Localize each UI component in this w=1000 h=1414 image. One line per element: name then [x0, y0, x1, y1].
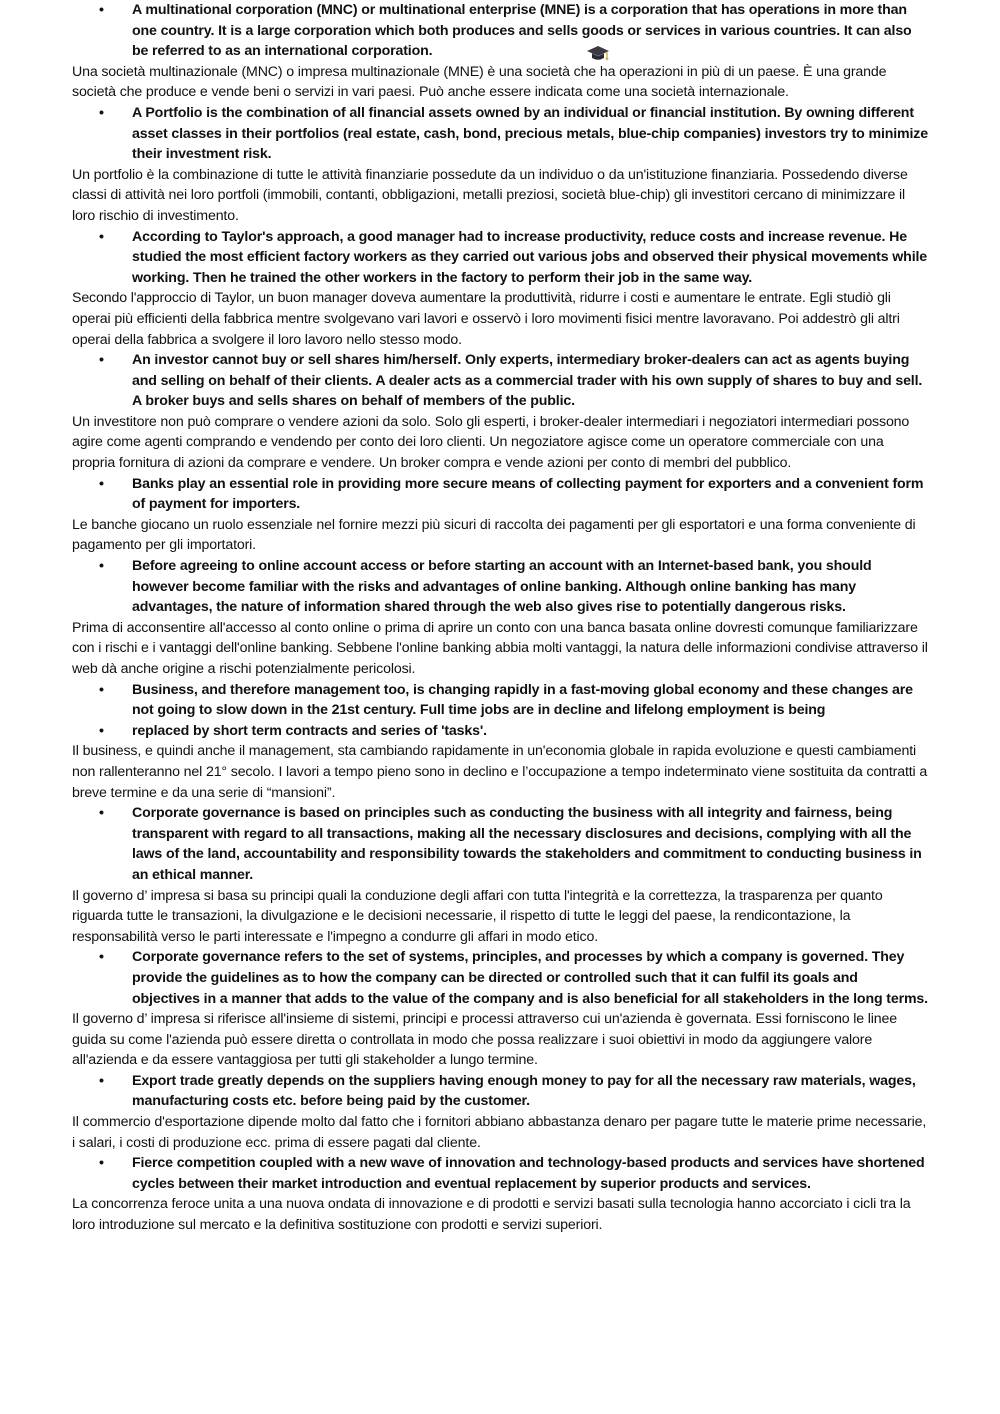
- bullet: •: [99, 805, 104, 822]
- italian-paragraph: La concorrenza feroce unita a una nuova ondata di innovazione e di prodotti e servizi basati sulla tecnologia hanno accorciato i cicli tra la loro introduzione sul mercato e la definitiva sostituzione con prodotti e servizi superiori.: [72, 1196, 911, 1234]
- bullet: •: [99, 949, 104, 966]
- english-text: According to Taylor's approach, a good manager had to increase productivity, reduce costs and increase revenue. He studied the most efficient factory workers as they carried out various jobs and observed their physical movements while working. Then he trained the other workers in the factory to perform their job in the same way.: [132, 228, 928, 286]
- italian-paragraph: Prima di acconsentire all'accesso al conto online o prima di aprire un conto con una banca basata online dovresti comunque familiarizzare con i rischi e i vantaggi dell'online banking. Sebbene l'online banking abbia molti vantaggi, la natura delle informazioni condivise attraverso il web dà anche origine a rischi potenzialmente pericolosi.: [72, 619, 928, 677]
- bullet: •: [99, 104, 104, 121]
- entry-10: [72, 1071, 928, 1153]
- english-paragraph: [72, 680, 928, 721]
- italian-paragraph: Secondo l'approccio di Taylor, un buon manager doveva aumentare la produttività, ridurre i costi e aumentare le entrate. Egli studiò gli operai più efficienti della fabbrica mentre svolgevano vari lavori e osservò i loro movimenti fisici mentre lavoravano. Poi addestrò gli altri operai della fabbrica a svolgere il loro lavoro nello stesso modo.: [72, 290, 900, 348]
- entry-5: [72, 474, 928, 556]
- english-paragraph: [72, 350, 928, 412]
- entry-8: [72, 803, 928, 947]
- english-paragraph: [72, 947, 928, 1009]
- entry-1: [72, 0, 928, 103]
- bullet: •: [99, 722, 104, 739]
- bullet: •: [99, 2, 104, 18]
- english-paragraph: [72, 474, 928, 515]
- english-text: Corporate governance is based on principles such as conducting the business with all integrity and fairness, being transparent with regard to all transactions, making all the necessary disclosures and decisions, complying with all the laws of the land, accountability and responsibility towards the stakeholders and commitment to conducting business in an ethical manner.: [132, 805, 922, 883]
- italian-paragraph: Il commercio d'esportazione dipende molto dal fatto che i fornitori abbiano abbastanza denaro per pagare tutte le materie prime necessarie, i salari, i costi di produzione ecc. prima di essere pagati dal cliente.: [72, 1114, 927, 1151]
- english-text: An investor cannot buy or sell shares him/herself. Only experts, intermediary broker-dealers can act as agents buying and selling on behalf of their clients. A dealer acts as a commercial trader with his own supply of shares to buy and sell. A broker buys and sells shares on behalf of members of the public.: [132, 352, 923, 410]
- entry-2: [72, 103, 928, 227]
- entry-3: [72, 227, 928, 351]
- italian-paragraph: Le banche giocano un ruolo essenziale nel fornire mezzi più sicuri di raccolta dei pagamenti per gli esportatori e una forma conveniente di pagamento per gli importatori.: [72, 516, 916, 554]
- italian-paragraph: Il governo d’ impresa si riferisce all'insieme di sistemi, principi e processi attraverso cui un'azienda è governata. Essi forniscono le linee guida su come l'azienda può essere diretta o controllata in modo che possa realizzare i suoi obiettivi in modo da aggiungere valore all'azienda e da essere vantaggiosa per tutti gli stakeholder a lungo termine.: [72, 1011, 897, 1069]
- english-paragraph: [72, 0, 928, 62]
- entry-9: [72, 947, 928, 1071]
- english-text: Before agreeing to online account access or before starting an account with an Internet-based bank, you should however become familiar with the risks and advantages of online banking. Although online banking has many advantages, the nature of information shared through the web also gives rise to potentially dangerous risks.: [132, 558, 872, 616]
- bullet: •: [99, 558, 104, 575]
- entry-6: [72, 556, 928, 680]
- english-paragraph: [72, 803, 928, 885]
- english-paragraph: [72, 103, 928, 165]
- english-text: A Portfolio is the combination of all financial assets owned by an individual or financial institution. By owning different asset classes in their portfolios (real estate, cash, bond, precious metals, blue-chip companies) investors try to minimize their investment risk.: [132, 104, 928, 163]
- english-paragraph: [72, 556, 928, 618]
- bullet: •: [99, 1072, 104, 1089]
- bullet: •: [99, 1155, 104, 1172]
- english-paragraph: [72, 227, 928, 289]
- italian-paragraph: Una società multinazionale (MNC) o impresa multinazionale (MNE) è una società che ha operazioni in più di un paese. È una grande società che produce e vende beni o servizi in vari paesi. Può anche essere indicata come una società internazionale.: [72, 63, 887, 101]
- english-text: Corporate governance refers to the set of systems, principles, and processes by which a company is governed. They provide the guidelines as to how the company can be directed or controlled such that it can fulfil its goals and objectives in a manner that adds to the value of the company and is also beneficial for all stakeholders in the long terms.: [132, 949, 928, 1007]
- bullet: •: [99, 681, 104, 698]
- english-text: Business, and therefore management too, is changing rapidly in a fast-moving global economy and these changes are not going to slow down in the 21st century. Full time jobs are in decline and lifelong employment is being: [132, 681, 913, 719]
- bullet: •: [99, 352, 104, 369]
- english-paragraph: [72, 1153, 928, 1194]
- italian-paragraph: Un investitore non può comprare o vendere azioni da solo. Solo gli esperti, i broker-dealer intermediari i negoziatori intermediari possono agire come agenti comprando e vendendo per conto dei loro clienti. Un negoziatore agisce come un operatore commerciale con una propria fornitura di azioni da comprare e vendere. Un broker compra e vende azioni per conto di membri del pubblico.: [72, 413, 910, 472]
- english-text: replaced by short term contracts and series of 'tasks'.: [132, 722, 487, 739]
- italian-paragraph: Il governo d’ impresa si basa su principi quali la conduzione degli affari con tutta l'integrità e la correttezza, la trasparenza per quanto riguarda tutte le transazioni, la divulgazione e le decisioni necessarie, il rispetto di tutte le leggi del paese, la rendicontazione, la responsabilità verso le parti interessate e l'impegno a condurre gli affari in modo etico.: [72, 887, 883, 945]
- entry-4: [72, 350, 928, 474]
- entry-7: [72, 680, 928, 804]
- italian-paragraph: Un portfolio è la combinazione di tutte le attività finanziarie possedute da un individuo o da un'istituzione finanziaria. Possedendo diverse classi di attività nei loro portfoli (immobili, contanti, obbligazioni, metalli preziosi, società blue-chip) gli investitori cercano di minimizzare il loro rischio di investimento.: [72, 166, 908, 224]
- document-page: [72, 0, 928, 1236]
- english-text: Banks play an essential role in providing more secure means of collecting payment for exporters and a convenient form of payment for importers.: [132, 475, 924, 513]
- english-text: Export trade greatly depends on the suppliers having enough money to pay for all the necessary raw materials, wages, manufacturing costs etc. before being paid by the customer.: [132, 1072, 916, 1110]
- english-text: Fierce competition coupled with a new wave of innovation and technology-based products and services have shortened cycles between their market introduction and eventual replacement by superior products and services.: [132, 1155, 925, 1192]
- english-text: A multinational corporation (MNC) or multinational enterprise (MNE) is a corporation that has operations in more than one country. It is a large corporation which both produces and sells goods or services in various countries. It can also be referred to as an international corporation.: [132, 2, 912, 60]
- entry-11: [72, 1153, 928, 1235]
- english-paragraph: [72, 1071, 928, 1112]
- bullet: •: [99, 475, 104, 492]
- italian-paragraph: Il business, e quindi anche il management, sta cambiando rapidamente in un'economia globale in rapida evoluzione e questi cambiamenti non rallenteranno nel 21° secolo. I lavori a tempo pieno sono in declino e l’occupazione a tempo indeterminato viene sostituita da contratti a breve termine e da una serie di “mansioni”.: [72, 743, 928, 801]
- english-paragraph-continued: [72, 721, 928, 742]
- graduation-cap-icon: [586, 44, 610, 64]
- bullet: •: [99, 228, 104, 245]
